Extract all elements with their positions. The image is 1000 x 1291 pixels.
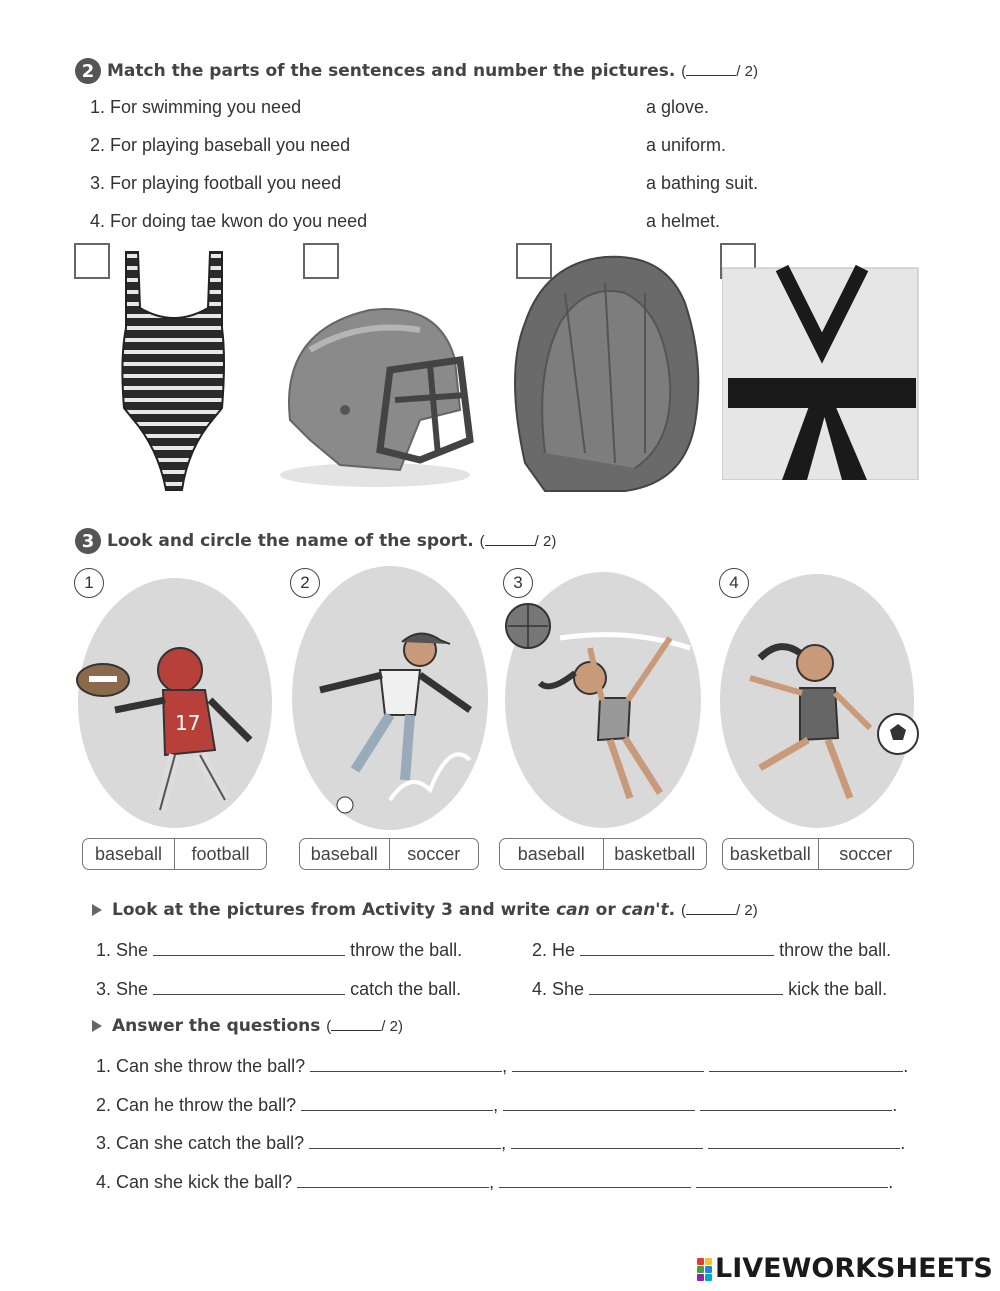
picture-3-choices xyxy=(499,838,707,870)
sentence-2: 2. For playing baseball you need xyxy=(90,135,351,155)
picture-1-choices xyxy=(82,838,267,870)
picture-1-number-box[interactable] xyxy=(74,243,110,279)
question-2-text: 2. Can he throw the ball? xyxy=(96,1095,297,1115)
score-blank[interactable] xyxy=(686,903,736,915)
can-section-score: ( / 2) xyxy=(681,902,758,919)
question-4-blank-b[interactable] xyxy=(499,1174,691,1188)
can-item-3-blank[interactable] xyxy=(153,981,345,995)
question-1-blank-a[interactable] xyxy=(310,1058,502,1072)
picture-1-option-football[interactable]: football xyxy=(174,839,266,869)
logo-text: LIVEWORKSHEETS xyxy=(715,1253,993,1284)
logo-square xyxy=(697,1266,704,1273)
ending-4: a helmet. xyxy=(646,211,721,231)
ending-3: a bathing suit. xyxy=(646,173,759,193)
soccer-player-image xyxy=(720,628,920,818)
ending-1: a glove. xyxy=(646,97,710,117)
question-2-blank-a[interactable] xyxy=(301,1097,493,1111)
can-item-2: 2. He throw the ball. xyxy=(532,940,892,960)
section-3-heading xyxy=(75,528,556,554)
question-2-blank-b[interactable] xyxy=(503,1097,695,1111)
can-item-1-blank[interactable] xyxy=(153,942,345,956)
section-2-heading xyxy=(75,58,758,84)
sentence-4: 4. For doing tae kwon do you need xyxy=(90,211,368,231)
bathing-suit-image xyxy=(118,248,230,496)
question-1: 1. Can she throw the ball? , . xyxy=(96,1056,909,1076)
sentence-3: 3. For playing football you need xyxy=(90,173,342,193)
logo-grid-icon xyxy=(697,1258,712,1281)
glove-image xyxy=(505,253,705,493)
section-2-title: Match the parts of the sentences and number the pictures. xyxy=(107,61,676,81)
can-item-1: 1. She throw the ball. xyxy=(96,940,463,960)
picture-1-option-baseball[interactable]: baseball xyxy=(94,843,163,864)
question-4-text: 4. Can she kick the ball? xyxy=(96,1172,293,1192)
picture-2-option-soccer[interactable]: soccer xyxy=(389,839,479,869)
picture-4-option-basketball[interactable]: basketball xyxy=(729,843,811,864)
question-3-blank-a[interactable] xyxy=(309,1135,501,1149)
question-1-text: 1. Can she throw the ball? xyxy=(96,1056,306,1076)
helmet-image xyxy=(270,290,480,490)
picture-4-choices xyxy=(722,838,914,870)
basketball-player-image xyxy=(500,598,710,818)
picture-4-option-soccer[interactable]: soccer xyxy=(818,839,914,869)
or-word: or xyxy=(589,900,622,920)
sentence-1: 1. For swimming you need xyxy=(90,97,302,117)
answer-section-title: Answer the questions xyxy=(112,1016,321,1036)
picture-3-option-basketball[interactable]: basketball xyxy=(603,839,707,869)
logo-square xyxy=(697,1258,704,1265)
answer-section-heading xyxy=(92,1016,403,1036)
can-item-4-blank[interactable] xyxy=(589,981,783,995)
svg-text:17: 17 xyxy=(175,711,201,735)
uniform-image xyxy=(722,258,922,480)
picture-3-number: 3 xyxy=(503,568,533,598)
baseball-player-image xyxy=(300,620,490,820)
picture-4-number: 4 xyxy=(719,568,749,598)
section-3-score: ( / 2) xyxy=(479,533,557,550)
question-4-blank-a[interactable] xyxy=(297,1174,489,1188)
can-item-4: 4. She kick the ball. xyxy=(532,979,888,999)
question-3: 3. Can she catch the ball? , . xyxy=(96,1133,906,1153)
score-blank[interactable] xyxy=(686,64,736,76)
question-3-blank-c[interactable] xyxy=(708,1135,900,1149)
question-2: 2. Can he throw the ball? , . xyxy=(96,1095,898,1115)
logo-square xyxy=(705,1266,712,1273)
question-1-blank-c[interactable] xyxy=(709,1058,903,1072)
question-2-blank-c[interactable] xyxy=(700,1097,892,1111)
answer-section-score: ( / 2) xyxy=(326,1018,403,1035)
section-3-title: Look and circle the name of the sport. xyxy=(107,531,474,551)
cant-word: can't xyxy=(621,900,669,920)
liveworksheets-logo xyxy=(697,1253,993,1284)
picture-2-option-baseball[interactable]: baseball xyxy=(310,843,378,864)
triangle-arrow-icon xyxy=(92,904,102,916)
can-item-3: 3. She catch the ball. xyxy=(96,979,462,999)
question-1-blank-b[interactable] xyxy=(512,1058,704,1072)
section-2-number: 2 xyxy=(75,58,101,84)
question-3-text: 3. Can she catch the ball? xyxy=(96,1133,305,1153)
score-blank[interactable] xyxy=(485,534,535,546)
logo-square xyxy=(705,1274,712,1281)
picture-2-number-box[interactable] xyxy=(303,243,339,279)
picture-2-number: 2 xyxy=(290,568,320,598)
logo-square xyxy=(705,1258,712,1265)
section-2-score: ( / 2) xyxy=(681,63,758,80)
ending-2: a uniform. xyxy=(646,135,727,155)
question-4-blank-c[interactable] xyxy=(696,1174,888,1188)
can-word: can xyxy=(556,900,590,920)
can-section-title: Look at the pictures from Activity 3 and write xyxy=(112,900,557,920)
logo-square xyxy=(697,1274,704,1281)
question-3-blank-b[interactable] xyxy=(511,1135,703,1149)
triangle-arrow-icon xyxy=(92,1020,102,1032)
can-section-heading xyxy=(92,900,758,920)
picture-1-number: 1 xyxy=(74,568,104,598)
section-3-number: 3 xyxy=(75,528,101,554)
football-player-image xyxy=(75,630,275,820)
picture-3-option-baseball[interactable]: baseball xyxy=(517,843,585,864)
question-4: 4. Can she kick the ball? , . xyxy=(96,1172,894,1192)
title-period: . xyxy=(668,900,676,920)
can-item-2-blank[interactable] xyxy=(580,942,774,956)
score-blank[interactable] xyxy=(331,1019,381,1031)
picture-2-choices xyxy=(299,838,479,870)
